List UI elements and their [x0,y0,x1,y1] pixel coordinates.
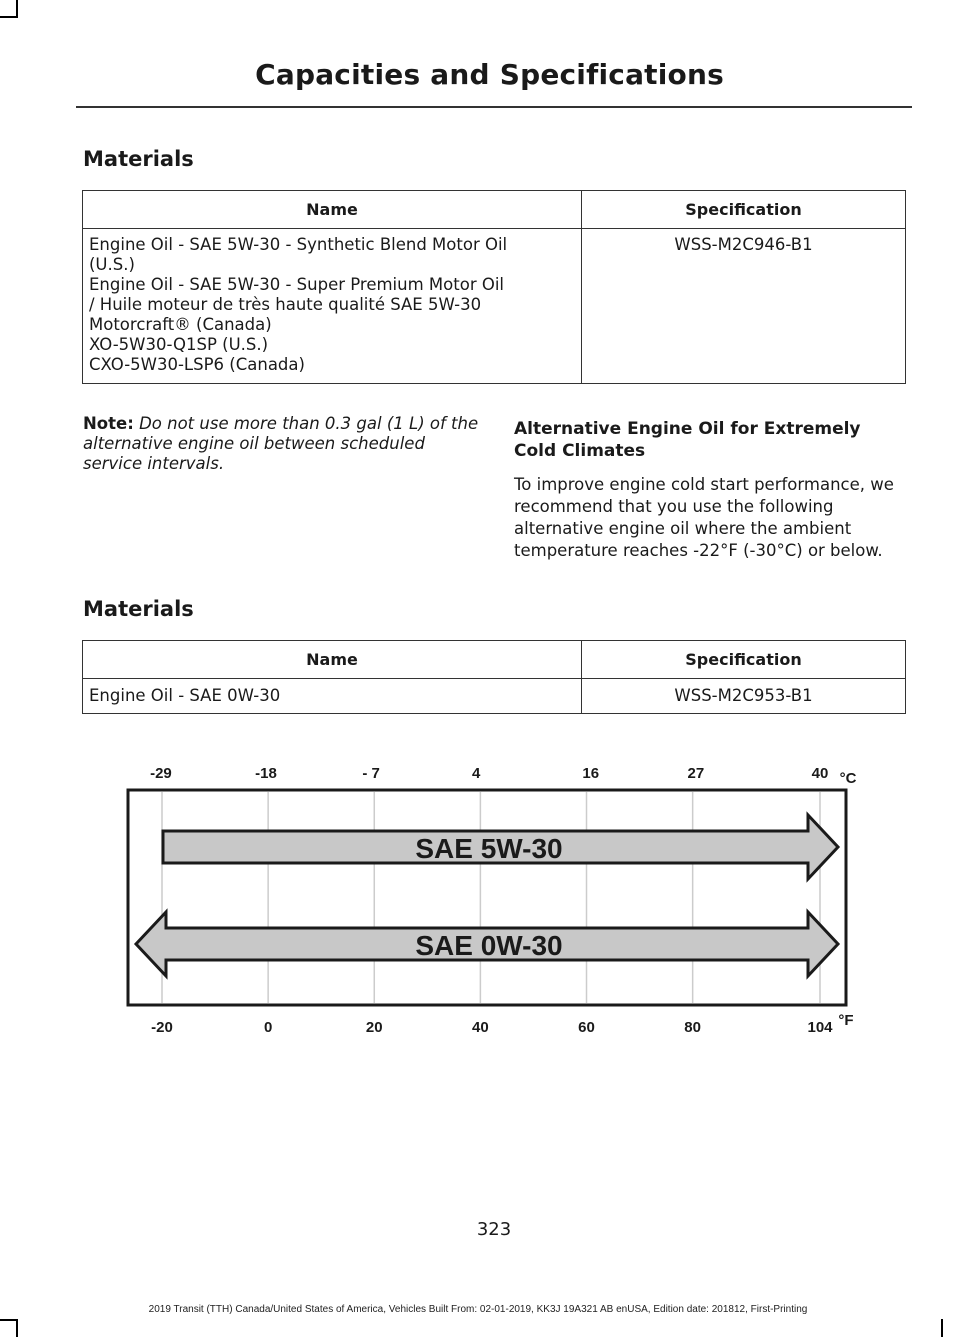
crop-mark-bottom-left [16,1319,18,1337]
celsius-unit-label: °C [839,770,857,787]
alternative-oil-body: To improve engine cold start performance, we recommend that you use the following alternative engine oil where the ambient temperature reaches -22°F (-30°C) or below. [514,475,894,560]
series-label-sae-5w-30: SAE 5W-30 [415,833,563,864]
footer-edition-info: 2019 Transit (TTH) Canada/United States of America, Vehicles Built From: 02-01-2019, KK3J 19A321 AB enUSA, Edition date: 201812, First-Printing [148,1304,808,1315]
material-name-line: Engine Oil - SAE 5W-30 - Synthetic Blend Motor Oil [89,235,508,254]
crop-mark-bottom-left-h [0,1319,18,1321]
material-name-line: Engine Oil - SAE 5W-30 - Super Premium Motor Oil [89,275,504,294]
oil-temperature-chart [110,750,870,1050]
material-name-line: XO-5W30-Q1SP (U.S.) [89,335,269,354]
table-header-row [83,191,906,229]
material-name-cell [83,229,582,384]
fahrenheit-tick-label: 80 [684,1019,701,1036]
crop-mark-top-left-h [0,16,18,18]
celsius-tick-label: -18 [255,765,277,782]
celsius-tick-label: 40 [811,765,829,782]
alternative-oil-heading: Alternative Engine Oil for Extremely Cold Climates [514,419,861,461]
material-name-cell: Engine Oil - SAE 0W-30 [83,679,582,714]
celsius-tick-label: 4 [471,765,481,782]
column-header-spec: Specification [582,191,906,229]
celsius-tick-label: 27 [687,765,705,782]
page-number: 323 [476,1219,512,1240]
material-name-line: CXO-5W30-LSP6 (Canada) [89,355,305,374]
fahrenheit-tick-label: 0 [263,1019,273,1036]
column-header-spec: Specification [582,641,906,679]
title-divider [76,106,912,108]
crop-mark-bottom-right [941,1319,943,1337]
celsius-tick-label: -29 [150,765,172,782]
fahrenheit-tick-label: 60 [578,1019,595,1036]
column-header-name: Name [83,191,582,229]
note-text: Do not use more than 0.3 gal (1 L) of the alternative engine oil between scheduled service intervals. [83,414,479,473]
page-title: Capacities and Specifications [255,58,724,91]
section-heading-materials: Materials [83,147,194,171]
celsius-tick-label: - 7 [362,765,380,782]
series-label-sae-0w-30: SAE 0W-30 [415,930,563,961]
table-row [83,679,906,714]
section-heading-materials-2: Materials [83,597,194,621]
material-name-line: Motorcraft® (Canada) [89,315,272,334]
table-row [83,229,906,384]
specification-cell: WSS-M2C946-B1 [582,229,906,384]
celsius-tick-label: 16 [582,765,600,782]
specification-cell: WSS-M2C953-B1 [582,679,906,714]
fahrenheit-tick-label: 40 [472,1019,489,1036]
fahrenheit-tick-label: -20 [151,1019,173,1036]
material-name-line: / Huile moteur de très haute qualité SAE 5W-30 [89,295,482,314]
materials-table-2 [82,640,906,714]
material-name-line: (U.S.) [89,255,135,274]
fahrenheit-tick-label: 20 [365,1019,383,1036]
chart-frame [128,790,846,1005]
fahrenheit-unit-label: °F [838,1012,854,1029]
column-header-name: Name [83,641,582,679]
table-header-row [83,641,906,679]
fahrenheit-tick-label: 104 [807,1019,833,1036]
materials-table-1 [82,190,906,384]
note-paragraph [83,414,483,474]
note-label: Note: [83,414,134,433]
